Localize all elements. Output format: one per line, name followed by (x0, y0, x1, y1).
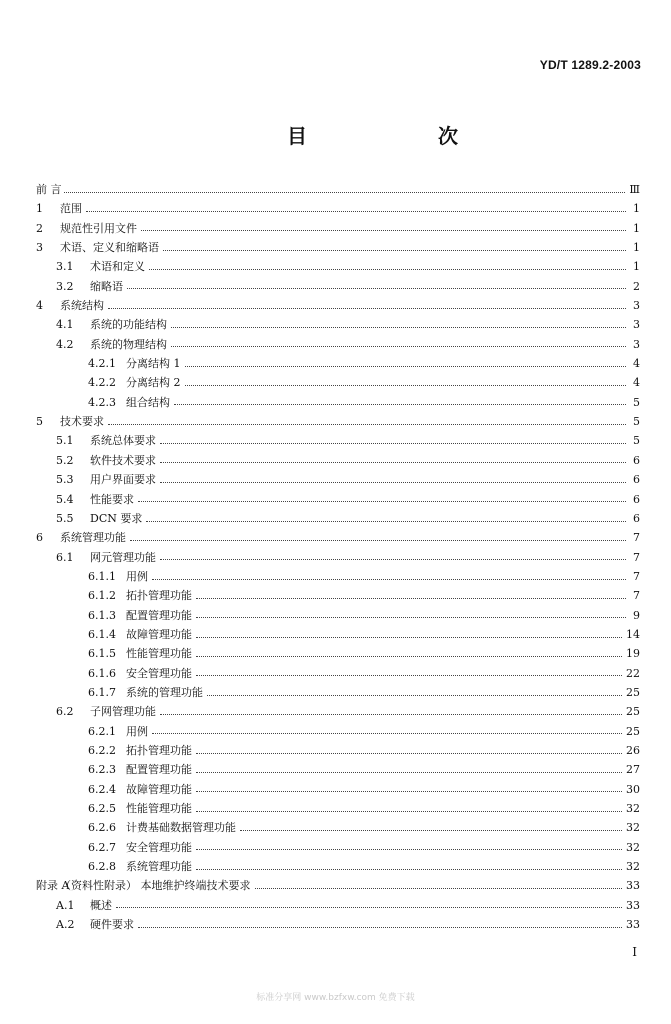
toc-entry (36, 412, 640, 431)
toc-entry-number: 5.5 (56, 511, 74, 525)
toc-entry-page: 1 (633, 202, 640, 216)
toc-entry-title: 子网管理功能 (90, 705, 156, 719)
toc-leader-dots (160, 713, 622, 715)
toc-entry-page: 5 (633, 434, 640, 448)
standard-code: YD/T 1289.2-2003 (539, 58, 641, 72)
toc-entry-page: 19 (626, 647, 640, 661)
toc-entry-page: 32 (626, 860, 640, 874)
toc-entry (36, 644, 640, 663)
toc-entry-page: 27 (626, 763, 640, 777)
toc-leader-dots (86, 210, 626, 212)
toc-leader-dots (160, 558, 626, 560)
toc-entry-number: 6.1.2 (88, 589, 116, 603)
toc-leader-dots (149, 268, 626, 270)
toc-leader-dots (196, 810, 622, 812)
toc-entry-title: 安全管理功能 (126, 666, 192, 680)
toc-entry-number: 5.1 (56, 434, 74, 448)
toc-entry-number: 6.1.3 (88, 608, 116, 622)
toc-entry-page: 6 (633, 473, 640, 487)
toc-entry-page: 7 (633, 589, 640, 603)
toc-entry-title: 用户界面要求 (90, 473, 156, 487)
toc-entry-number: 6.2.1 (88, 724, 116, 738)
toc-leader-dots (207, 694, 622, 696)
toc-entry (36, 219, 640, 238)
toc-leader-dots (196, 752, 622, 754)
toc-leader-dots (163, 249, 626, 251)
toc-entry-title: 分离结构 2 (126, 376, 181, 390)
toc-entry-title: 用例 (126, 569, 148, 583)
toc-entry (36, 335, 640, 354)
toc-entry-title: 性能要求 (90, 492, 134, 506)
toc-entry (36, 373, 640, 392)
toc-entry-page: 25 (626, 705, 640, 719)
toc-leader-dots (196, 868, 622, 870)
toc-leader-dots (160, 481, 626, 483)
toc-entry-number: 6.1.6 (88, 666, 116, 680)
toc-entry-number: 附录 A (36, 879, 70, 893)
toc-leader-dots (160, 461, 626, 463)
toc-entry-title: 分离结构 1 (126, 357, 181, 371)
toc-leader-dots (152, 578, 626, 580)
toc-entry-title: （资料性附录） 本地维护终端技术要求 (60, 879, 251, 893)
toc-entry-title: 拓扑管理功能 (126, 743, 192, 757)
toc-entry-number: 4 (36, 299, 43, 313)
toc-leader-dots (185, 384, 627, 386)
toc-entry (36, 760, 640, 779)
toc-leader-dots (196, 616, 626, 618)
toc-entry-page: 7 (633, 550, 640, 564)
toc-leader-dots (152, 732, 622, 734)
toc-entry-title: 配置管理功能 (126, 608, 192, 622)
toc-entry-page: 6 (633, 492, 640, 506)
toc-entry-title: 组合结构 (126, 395, 170, 409)
toc-leader-dots (185, 365, 627, 367)
toc-entry-title: 系统的管理功能 (126, 685, 203, 699)
toc-entry-number: 6.2 (56, 705, 74, 719)
toc-entry (36, 451, 640, 470)
toc-leader-dots (196, 848, 622, 850)
toc-entry-title: 系统总体要求 (90, 434, 156, 448)
toc-entry (36, 702, 640, 721)
toc-entry-page: 3 (633, 318, 640, 332)
toc-leader-dots (196, 790, 622, 792)
toc-leader-dots (138, 926, 622, 928)
toc-entry-page: 3 (633, 337, 640, 351)
toc-entry (36, 838, 640, 857)
toc-title: 目 次 (287, 124, 520, 148)
toc-entry-page: 33 (626, 898, 640, 912)
toc-entry-page: 5 (633, 395, 640, 409)
toc-leader-dots (196, 771, 622, 773)
toc-entry-number: 6.2.2 (88, 743, 116, 757)
toc-entry-title: 软件技术要求 (90, 453, 156, 467)
toc-leader-dots (64, 191, 625, 193)
toc-entry-page: 32 (626, 802, 640, 815)
toc-leader-dots (138, 500, 626, 502)
toc-entry-title: 故障管理功能 (126, 782, 192, 796)
toc-entry-title: 配置管理功能 (126, 763, 192, 777)
toc-entry (36, 528, 640, 547)
toc-entry (36, 277, 640, 296)
toc-leader-dots (196, 597, 626, 599)
toc-entry-page: 32 (626, 840, 640, 854)
toc-entry (36, 431, 640, 450)
toc-leader-dots (146, 520, 626, 522)
toc-entry-number: 5.2 (56, 453, 74, 467)
toc-entry-number: 6.2.7 (88, 840, 116, 854)
toc-entry-title: 安全管理功能 (126, 840, 192, 854)
toc-entry-number: 6.2.5 (88, 802, 116, 815)
toc-entry (36, 857, 640, 876)
toc-entry-number: A.1 (56, 898, 75, 912)
toc-entry-title: 网元管理功能 (90, 550, 156, 564)
toc-entry-page: 22 (626, 666, 640, 680)
toc-entry (36, 238, 640, 257)
toc-entry (36, 741, 640, 760)
toc-entry-number: 4.2.1 (88, 357, 116, 371)
toc-entry (36, 296, 640, 315)
toc-entry-title: 术语、定义和缩略语 (60, 241, 159, 255)
toc-entry-title: 概述 (90, 898, 112, 912)
toc-entry-page: 33 (626, 879, 640, 893)
toc-entry-number: 3 (36, 241, 43, 255)
toc-entry-title: 系统的物理结构 (90, 337, 167, 351)
toc-entry-number: 5.4 (56, 492, 74, 506)
toc-entry-page: 30 (626, 782, 640, 796)
toc-entry-number: 6.2.6 (88, 821, 116, 835)
toc-entry-page: 1 (633, 260, 640, 274)
toc-entry-number: 4.1 (56, 318, 74, 332)
toc-leader-dots (196, 636, 622, 638)
toc-entry-title: 规范性引用文件 (60, 221, 137, 235)
toc-entry-number: 6.2.8 (88, 860, 116, 874)
toc-leader-dots (174, 403, 626, 405)
toc-entry (36, 257, 640, 276)
toc-leader-dots (171, 345, 626, 347)
toc-entry-page: 6 (633, 511, 640, 525)
toc-entry-number: 前 言 (36, 183, 62, 196)
toc-entry-title: 硬件要求 (90, 918, 134, 932)
toc-entry-number: 3.2 (56, 279, 74, 293)
toc-entry-page: 33 (626, 918, 640, 932)
toc-leader-dots (116, 906, 622, 908)
toc-leader-dots (171, 326, 626, 328)
toc-entry (36, 818, 640, 837)
toc-entry-page: 4 (633, 357, 640, 371)
toc-entry-title: 范围 (60, 202, 82, 216)
toc-entry (36, 722, 640, 741)
toc-entry-page: 32 (626, 821, 640, 835)
toc-leader-dots (240, 829, 622, 831)
toc-entry-number: 6.2.3 (88, 763, 116, 777)
toc-entry-number: 6.1.5 (88, 647, 116, 661)
toc-entry-number: 5 (36, 415, 43, 429)
toc-entry-page: 7 (633, 569, 640, 583)
toc-entry (36, 896, 640, 915)
toc-entry-page: 2 (633, 279, 640, 293)
toc-entry (36, 915, 640, 934)
toc-entry (36, 548, 640, 567)
toc-entry-number: 6.1 (56, 550, 74, 564)
toc-entry-page: 14 (626, 627, 640, 641)
toc-entry (36, 199, 640, 218)
toc-entry (36, 664, 640, 683)
toc-entry-page: 7 (633, 531, 640, 545)
toc-entry (36, 315, 640, 334)
toc-leader-dots (141, 229, 626, 231)
toc-entry (36, 567, 640, 586)
toc-entry-number: 6.1.4 (88, 627, 116, 641)
toc-entry-number: 1 (36, 202, 43, 216)
toc-entry-number: 6.2.4 (88, 782, 116, 796)
toc-entry-title: 拓扑管理功能 (126, 589, 192, 603)
toc-entry-title: 故障管理功能 (126, 627, 192, 641)
toc-entry-number: 5.3 (56, 473, 74, 487)
watermark: 标准分享网 www.bzfxw.com 免费下载 (256, 993, 415, 1003)
toc-entry (36, 876, 640, 895)
toc-entry-number: 6 (36, 531, 43, 545)
toc-leader-dots (160, 442, 626, 444)
toc-entry-number: 4.2.2 (88, 376, 116, 390)
toc-entry-page: Ⅲ (629, 183, 640, 196)
toc-entry-title: 计费基础数据管理功能 (126, 821, 236, 835)
toc-entry (36, 799, 640, 818)
toc-leader-dots (255, 887, 623, 889)
toc-entry-title: 系统管理功能 (126, 860, 192, 874)
toc-entry-page: 3 (633, 299, 640, 313)
toc-entry (36, 393, 640, 412)
toc-leader-dots (127, 287, 626, 289)
toc-leader-dots (196, 655, 622, 657)
toc-entry-title: 缩略语 (90, 279, 123, 293)
toc-entry-title: 系统的功能结构 (90, 318, 167, 332)
toc-entry-title: 性能管理功能 (126, 802, 192, 815)
toc-entry-number: 3.1 (56, 260, 74, 274)
toc-entry-title: 用例 (126, 724, 148, 738)
toc-entry (36, 586, 640, 605)
toc-entry-number: A.2 (56, 918, 75, 932)
toc-leader-dots (130, 539, 626, 541)
toc-leader-dots (108, 307, 626, 309)
toc-entry (36, 606, 640, 625)
toc-entry-title: 技术要求 (60, 415, 104, 429)
toc-leader-dots (196, 674, 622, 676)
toc-entry (36, 354, 640, 373)
toc-entry (36, 490, 640, 509)
toc-entry-page: 6 (633, 453, 640, 467)
toc-entry-page: 4 (633, 376, 640, 390)
toc-entry-title: 系统结构 (60, 299, 104, 313)
toc-entry-page: 26 (626, 743, 640, 757)
toc-entry-page: 5 (633, 415, 640, 429)
toc-leader-dots (108, 423, 626, 425)
toc-entry (36, 509, 640, 528)
table-of-contents (36, 180, 640, 934)
toc-entry-page: 9 (633, 608, 640, 622)
toc-entry (36, 470, 640, 489)
toc-entry-title: 性能管理功能 (126, 647, 192, 661)
toc-entry (36, 625, 640, 644)
toc-entry-number: 4.2 (56, 337, 74, 351)
toc-entry (36, 180, 640, 199)
toc-entry-page: 25 (626, 724, 640, 738)
toc-entry (36, 683, 640, 702)
toc-entry-number: 6.1.1 (88, 569, 116, 583)
toc-entry-number: 2 (36, 221, 43, 235)
toc-entry-title: 术语和定义 (90, 260, 145, 274)
toc-entry-page: 1 (633, 241, 640, 255)
page-number: I (632, 945, 637, 959)
toc-entry-title: DCN 要求 (90, 511, 143, 525)
toc-entry-page: 25 (626, 685, 640, 699)
toc-entry-number: 4.2.3 (88, 395, 116, 409)
toc-entry (36, 780, 640, 799)
toc-entry-title: 系统管理功能 (60, 531, 126, 545)
toc-entry-number: 6.1.7 (88, 685, 116, 699)
toc-entry-page: 1 (633, 221, 640, 235)
